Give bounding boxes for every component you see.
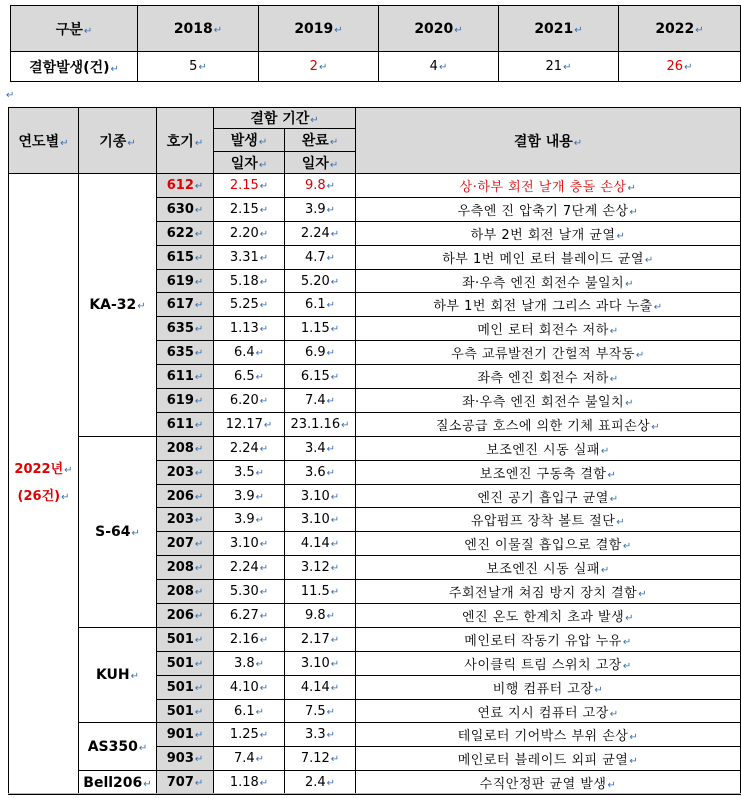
summary-table [10,5,741,82]
end-date-cell: 3.10↵ [285,508,356,532]
summary-header-cell: 2021↵ [499,6,619,52]
year-cell: 2022년↵ (26건)↵ [9,174,79,795]
unit-cell: 203↵ [157,508,214,532]
defect-content-cell: 좌·우측 엔진 회전수 불일치↵ [356,269,741,293]
unit-cell: 501↵ [157,699,214,723]
header-start: 발생↵ [214,129,285,152]
start-date-cell: 5.25↵ [214,293,285,317]
unit-cell: 501↵ [157,651,214,675]
start-date-cell: 3.8↵ [214,651,285,675]
start-date-cell: 3.10↵ [214,532,285,556]
start-date-cell: 5.18↵ [214,269,285,293]
defect-content-cell: 엔진 이물질 흡입으로 결함↵ [356,532,741,556]
defect-content-cell: 사이클릭 트림 스위치 고장↵ [356,651,741,675]
end-date-cell: 3.10↵ [285,651,356,675]
start-date-cell: 6.4↵ [214,341,285,365]
unit-cell: 501↵ [157,627,214,651]
summary-row-label: 결함발생(건)↵ [11,52,138,82]
unit-cell: 208↵ [157,436,214,460]
defect-content-cell: 메인로터 작동기 유압 누유↵ [356,627,741,651]
header-year: 연도별↵ [9,108,79,174]
defect-content-cell: 상·하부 회전 날개 충돌 손상↵ [356,174,741,198]
summary-header-row [11,6,741,52]
defect-content-cell: 질소공급 호스에 의한 기체 표피손상↵ [356,412,741,436]
end-date-cell: 6.1↵ [285,293,356,317]
unit-cell: 206↵ [157,604,214,628]
end-date-cell: 5.20↵ [285,269,356,293]
unit-cell: 207↵ [157,532,214,556]
defect-content-cell: 보조엔진 시동 실패↵ [356,556,741,580]
defect-content-cell: 우측엔 진 압축기 7단계 손상↵ [356,197,741,221]
defect-content-cell: 테일로터 기어박스 부위 손상↵ [356,723,741,747]
unit-cell: 617↵ [157,293,214,317]
end-date-cell: 23.1.16↵ [285,412,356,436]
start-date-cell: 2.24↵ [214,436,285,460]
header-end: 완료↵ [285,129,356,152]
unit-cell: 619↵ [157,269,214,293]
start-date-cell: 1.13↵ [214,317,285,341]
end-date-cell: 6.15↵ [285,365,356,389]
end-date-cell: 7.12↵ [285,747,356,771]
header-content: 결함 내용↵ [356,108,741,174]
start-date-cell: 2.24↵ [214,556,285,580]
defect-table [8,107,741,795]
unit-cell: 622↵ [157,221,214,245]
end-date-cell: 3.6↵ [285,460,356,484]
start-date-cell: 12.17↵ [214,412,285,436]
model-cell: AS350↵ [79,723,157,771]
summary-value-cell: 5↵ [138,52,259,82]
summary-header-cell: 2022↵ [619,6,741,52]
unit-cell: 901↵ [157,723,214,747]
defect-content-cell: 주회전날개 쳐짐 방지 장치 결함↵ [356,580,741,604]
unit-cell: 501↵ [157,675,214,699]
unit-cell: 206↵ [157,484,214,508]
start-date-cell: 1.25↵ [214,723,285,747]
defect-content-cell: 메인로터 블레이드 외피 균열↵ [356,747,741,771]
start-date-cell: 7.4↵ [214,747,285,771]
header-end-2: 일자↵ [285,152,356,174]
header-start-2: 일자↵ [214,152,285,174]
defect-content-cell: 연료 지시 컴퓨터 고장↵ [356,699,741,723]
summary-header-cell: 2019↵ [259,6,379,52]
start-date-cell: 2.16↵ [214,627,285,651]
end-date-cell: 9.8↵ [285,174,356,198]
summary-header-cell: 구분↵ [11,6,138,52]
end-date-cell: 6.9↵ [285,341,356,365]
unit-cell: 619↵ [157,389,214,413]
summary-value-cell: 2↵ [259,52,379,82]
table-row [9,174,741,198]
unit-cell: 707↵ [157,771,214,795]
start-date-cell: 4.10↵ [214,675,285,699]
summary-value-cell: 21↵ [499,52,619,82]
end-date-cell: 7.5↵ [285,699,356,723]
unit-cell: 611↵ [157,365,214,389]
end-date-cell: 2.17↵ [285,627,356,651]
unit-cell: 208↵ [157,556,214,580]
start-date-cell: 2.15↵ [214,197,285,221]
defect-content-cell: 엔진 공기 흡입구 균열↵ [356,484,741,508]
end-date-cell: 3.9↵ [285,197,356,221]
defect-table-body [9,174,741,795]
end-date-cell: 3.12↵ [285,556,356,580]
start-date-cell: 3.9↵ [214,484,285,508]
start-date-cell: 1.18↵ [214,771,285,795]
start-date-cell: 3.9↵ [214,508,285,532]
end-date-cell: 4.14↵ [285,532,356,556]
defect-content-cell: 유압펌프 장착 볼트 절단↵ [356,508,741,532]
start-date-cell: 6.5↵ [214,365,285,389]
defect-content-cell: 하부 1번 메인 로터 블레이드 균열↵ [356,245,741,269]
summary-header-cell: 2020↵ [379,6,499,52]
table-header-row [9,108,741,129]
unit-cell: 611↵ [157,412,214,436]
page-bottom-rule [8,793,741,794]
defect-content-cell: 엔진 온도 한계치 초과 발생↵ [356,604,741,628]
end-date-cell: 1.15↵ [285,317,356,341]
table-row [9,436,741,460]
start-date-cell: 6.20↵ [214,389,285,413]
model-cell: Bell206↵ [79,771,157,795]
header-period: 결함 기간↵ [214,108,356,129]
defect-content-cell: 보조엔진 시동 실패↵ [356,436,741,460]
defect-content-cell: 하부 1번 회전 날개 그리스 과다 누출↵ [356,293,741,317]
unit-cell: 615↵ [157,245,214,269]
table-row [9,723,741,747]
summary-value-cell: 26↵ [619,52,741,82]
end-date-cell: 2.24↵ [285,221,356,245]
start-date-cell: 6.1↵ [214,699,285,723]
defect-content-cell: 하부 2번 회전 날개 균열↵ [356,221,741,245]
table-row [9,627,741,651]
defect-content-cell: 우측 교류발전기 간헐적 부작동↵ [356,341,741,365]
summary-header-cell: 2018↵ [138,6,259,52]
start-date-cell: 3.31↵ [214,245,285,269]
end-date-cell: 3.10↵ [285,484,356,508]
header-model: 기종↵ [79,108,157,174]
unit-cell: 612↵ [157,174,214,198]
unit-cell: 630↵ [157,197,214,221]
unit-cell: 635↵ [157,341,214,365]
defect-content-cell: 비행 컴퓨터 고장↵ [356,675,741,699]
model-cell: KA-32↵ [79,174,157,437]
defect-content-cell: 좌·우측 엔진 회전수 불일치↵ [356,389,741,413]
end-date-cell: 11.5↵ [285,580,356,604]
paragraph-mark-icon: ↵ [6,90,15,101]
end-date-cell: 3.3↵ [285,723,356,747]
defect-content-cell: 메인 로터 회전수 저하↵ [356,317,741,341]
unit-cell: 635↵ [157,317,214,341]
end-date-cell: 2.4↵ [285,771,356,795]
unit-cell: 203↵ [157,460,214,484]
model-cell: S-64↵ [79,436,157,627]
end-date-cell: 4.14↵ [285,675,356,699]
end-date-cell: 3.4↵ [285,436,356,460]
summary-value-cell: 4↵ [379,52,499,82]
start-date-cell: 2.15↵ [214,174,285,198]
unit-cell: 208↵ [157,580,214,604]
summary-value-row [11,52,741,82]
defect-content-cell: 좌측 엔진 회전수 저하↵ [356,365,741,389]
start-date-cell: 2.20↵ [214,221,285,245]
unit-cell: 903↵ [157,747,214,771]
defect-content-cell: 수직안정판 균열 발생↵ [356,771,741,795]
end-date-cell: 4.7↵ [285,245,356,269]
start-date-cell: 3.5↵ [214,460,285,484]
end-date-cell: 7.4↵ [285,389,356,413]
model-cell: KUH↵ [79,627,157,723]
defect-content-cell: 보조엔진 구동축 결함↵ [356,460,741,484]
start-date-cell: 5.30↵ [214,580,285,604]
header-unit: 호기↵ [157,108,214,174]
end-date-cell: 9.8↵ [285,604,356,628]
start-date-cell: 6.27↵ [214,604,285,628]
table-row [9,771,741,795]
